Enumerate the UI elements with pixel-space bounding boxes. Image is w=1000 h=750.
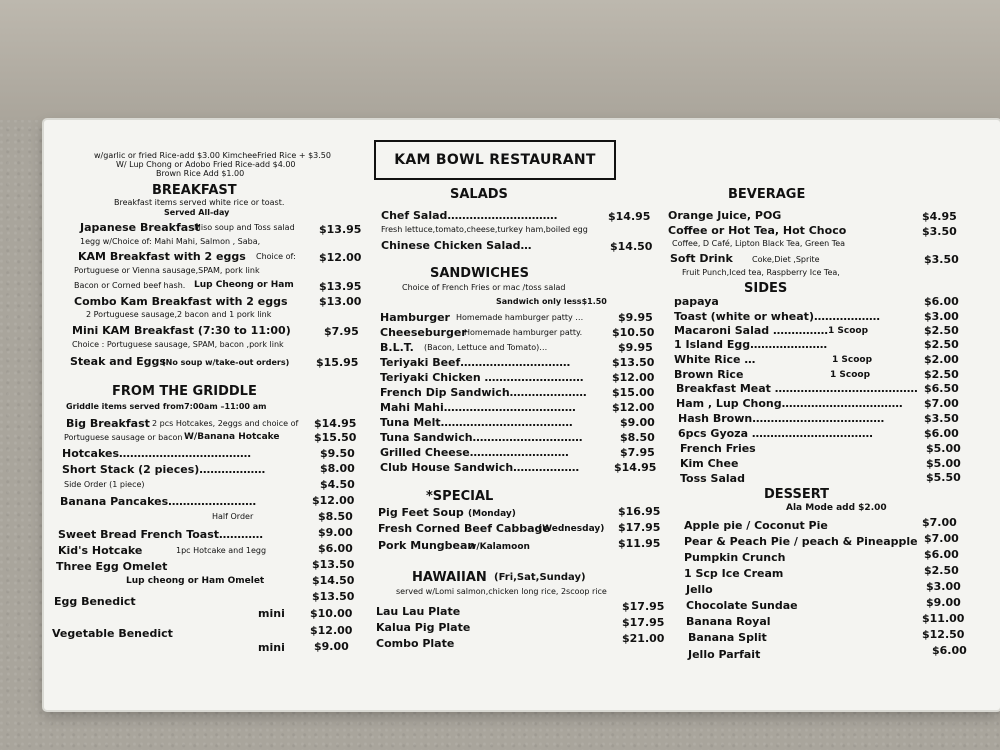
- item-chef-desc: Fresh lettuce,tomato,cheese,turkey ham,boiled egg: [381, 225, 588, 234]
- price-toast: $3.00: [924, 310, 959, 323]
- item-pork-mungbean-desc: w/Kalamoon: [468, 542, 530, 552]
- price-mini-kam: $7.95: [324, 325, 359, 338]
- item-white-rice-note: 1 Scoop: [832, 355, 873, 365]
- item-cheeseburger: Cheeseburger: [380, 326, 467, 339]
- price-combo-plate: $21.00: [622, 632, 665, 645]
- price-sweet-bread: $9.00: [318, 526, 353, 539]
- price-kim-chee: $5.00: [926, 457, 961, 470]
- item-half-order: Half Order: [212, 512, 254, 521]
- price-hotcakes: $9.50: [320, 447, 355, 460]
- price-jello: $3.00: [926, 580, 961, 593]
- rice-note-3: Brown Rice Add $1.00: [156, 169, 245, 178]
- price-side-order: $4.50: [320, 478, 355, 491]
- price-steak: $15.95: [316, 356, 359, 369]
- item-three-egg-omelet: Three Egg Omelet: [56, 560, 168, 573]
- item-vegetable-benedict: Vegetable Benedict: [52, 627, 173, 640]
- item-tuna-sandwich: Tuna Sandwich…………………………: [380, 431, 583, 444]
- item-kam-choice: Choice of:: [256, 252, 296, 261]
- price-tuna-melt: $9.00: [620, 416, 655, 429]
- price-chocolate-sundae: $9.00: [926, 596, 961, 609]
- price-combo-kam: $13.00: [319, 295, 362, 308]
- item-kam-desc-2b: Lup Cheong or Ham: [194, 280, 294, 290]
- price-lup-omelet: $14.50: [312, 574, 355, 587]
- price-benedict-mini: $10.00: [310, 607, 353, 620]
- price-cheeseburger: $10.50: [612, 326, 655, 339]
- price-kalua-pig: $17.95: [622, 616, 665, 629]
- item-hotcakes: Hotcakes………………………………: [62, 447, 251, 460]
- item-gyoza: 6pcs Gyoza ……………………………: [678, 427, 873, 440]
- price-french-dip: $15.00: [612, 386, 655, 399]
- price-kam: $12.00: [319, 251, 362, 264]
- item-soft-drink: Soft Drink: [670, 252, 733, 265]
- item-banana-pancakes: Banana Pancakes……………………: [60, 495, 257, 508]
- price-island-egg: $2.50: [924, 338, 959, 351]
- item-corned-beef: Fresh Corned Beef Cabbage: [378, 522, 550, 535]
- beverage-heading: BEVERAGE: [728, 187, 806, 202]
- item-steak-eggs: Steak and Eggs: [70, 355, 166, 368]
- price-banana-royal: $11.00: [922, 612, 965, 625]
- price-half-order: $8.50: [318, 510, 353, 523]
- sides-heading: SIDES: [744, 281, 788, 296]
- price-macaroni-salad: $2.50: [924, 324, 959, 337]
- price-coffee-tea: $3.50: [922, 225, 957, 238]
- item-kam-desc-1: Portuguese or Vienna sausage,SPAM, pork link: [74, 266, 260, 275]
- price-corned-beef: $17.95: [618, 521, 661, 534]
- price-pork-mungbean: $11.95: [618, 537, 661, 550]
- price-apple-pie: $7.00: [922, 516, 957, 529]
- price-chinese-chicken: $14.50: [610, 240, 653, 253]
- price-banana-split: $12.50: [922, 628, 965, 641]
- item-pumpkin-crunch: Pumpkin Crunch: [684, 551, 786, 564]
- item-combo-plate: Combo Plate: [376, 637, 455, 650]
- item-chocolate-sundae: Chocolate Sundae: [686, 599, 798, 612]
- item-banana-split: Banana Split: [688, 631, 767, 644]
- price-egg-benedict: $13.50: [312, 590, 355, 603]
- item-pig-feet-soup: Pig Feet Soup: [378, 506, 464, 519]
- breakfast-sub-1: Breakfast items served white rice or toast.: [114, 198, 285, 207]
- item-apple-pie: Apple pie / Coconut Pie: [684, 519, 828, 532]
- item-chef-salad: Chef Salad…………………………: [381, 209, 558, 222]
- item-big-desc: 2 pcs Hotcakes, 2eggs and choice of: [152, 419, 299, 428]
- item-teriyaki-chicken: Teriyaki Chicken ………………………: [380, 371, 584, 384]
- price-white-rice: $2.00: [924, 353, 959, 366]
- item-benedict-mini: mini: [258, 607, 285, 620]
- item-japanese-choice: 1egg w/Choice of: Mahi Mahi, Salmon , Saba,: [80, 237, 261, 246]
- item-macaroni-note: 1 Scoop: [828, 326, 869, 336]
- item-coffee-tea: Coffee or Hot Tea, Hot Choco: [668, 224, 847, 237]
- item-veg-mini: mini: [258, 641, 285, 654]
- item-club-house: Club House Sandwich………………: [380, 461, 580, 474]
- item-big-desc-2: Portuguese sausage or bacon: [64, 433, 183, 442]
- item-mini-kam: Mini KAM Breakfast (7:30 to 11:00): [72, 324, 291, 337]
- sandwiches-sub-2: Sandwich only less$1.50: [496, 297, 607, 306]
- price-hash-brown: $3.50: [924, 412, 959, 425]
- price-club-house: $14.95: [614, 461, 657, 474]
- item-side-order: Side Order (1 piece): [64, 480, 145, 489]
- item-blt: B.L.T.: [380, 341, 414, 354]
- price-pear-peach-pie: $7.00: [924, 532, 959, 545]
- price-short-stack: $8.00: [320, 462, 355, 475]
- griddle-heading: FROM THE GRIDDLE: [112, 384, 257, 399]
- special-heading: *SPECIAL: [426, 489, 494, 504]
- item-toss-salad: Toss Salad: [680, 472, 745, 485]
- item-white-rice: White Rice …: [674, 353, 756, 366]
- menu-sheet: [44, 120, 1000, 710]
- item-teriyaki-beef: Teriyaki Beef…………………………: [380, 356, 571, 369]
- price-mahi-mahi: $12.00: [612, 401, 655, 414]
- item-hamburger: Hamburger: [380, 311, 450, 324]
- price-toss-salad: $5.50: [926, 471, 961, 484]
- item-short-stack: Short Stack (2 pieces)………………: [62, 463, 266, 476]
- item-japanese-breakfast: Japanese Breakfast: [80, 221, 200, 234]
- price-jello-parfait: $6.00: [932, 644, 967, 657]
- rice-note-1: w/garlic or fried Rice-add $3.00 KimcheeFried Rice + $3.50: [94, 151, 331, 160]
- price-hamburger: $9.95: [618, 311, 653, 324]
- page-title: KAM BOWL RESTAURANT: [394, 152, 596, 168]
- item-soft-drink-desc: Coke,Diet ,Sprite: [752, 255, 820, 264]
- item-sweet-bread: Sweet Bread French Toast…………: [58, 528, 264, 541]
- item-macaroni-salad: Macaroni Salad ……………: [674, 324, 828, 337]
- sandwiches-heading: SANDWICHES: [430, 266, 529, 281]
- item-chinese-chicken-salad: Chinese Chicken Salad…: [381, 239, 532, 252]
- price-chef-salad: $14.95: [608, 210, 651, 223]
- countertop-background: [0, 0, 1000, 120]
- item-kam-breakfast: KAM Breakfast with 2 eggs: [78, 250, 246, 263]
- price-brown-rice: $2.50: [924, 368, 959, 381]
- item-corned-beef-day: (Wednesday): [538, 524, 605, 534]
- item-blt-desc: (Bacon, Lettuce and Tomato)…: [424, 343, 548, 352]
- item-tuna-melt: Tuna Melt………………………………: [380, 416, 573, 429]
- dessert-heading: DESSERT: [764, 487, 829, 502]
- item-french-dip: French Dip Sandwich…………………: [380, 386, 587, 399]
- item-ham-lup-chong: Ham , Lup Chong……………………………: [676, 397, 903, 410]
- item-kids-hotcake: Kid's Hotcake: [58, 544, 143, 557]
- hawaiian-sub: served w/Lomi salmon,chicken long rice, 2scoop rice: [396, 587, 607, 596]
- item-kalua-pig: Kalua Pig Plate: [376, 621, 471, 634]
- hawaiian-heading: HAWAIIAN: [412, 570, 487, 585]
- item-toast: Toast (white or wheat)………………: [674, 310, 880, 323]
- price-japanese: $13.95: [319, 223, 362, 236]
- item-hamburger-desc: Homemade hamburger patty …: [456, 313, 584, 322]
- price-kam-2: $13.95: [319, 280, 362, 293]
- price-veg-mini: $9.00: [314, 640, 349, 653]
- price-banana-pancakes: $12.00: [312, 494, 355, 507]
- price-breakfast-meat: $6.50: [924, 382, 959, 395]
- price-gyoza: $6.00: [924, 427, 959, 440]
- item-orange-juice: Orange Juice, POG: [668, 209, 782, 222]
- item-kim-chee: Kim Chee: [680, 457, 739, 470]
- rice-note-2: W/ Lup Chong or Adobo Fried Rice-add $4.00: [116, 160, 296, 169]
- griddle-sub: Griddle items served from7:00am –11:00 am: [66, 402, 267, 411]
- dessert-alamode: Ala Mode add $2.00: [786, 503, 887, 513]
- item-combo-kam: Combo Kam Breakfast with 2 eggs: [74, 295, 288, 308]
- item-breakfast-meat: Breakfast Meat …………………………………: [676, 382, 918, 395]
- price-kids-hotcake: $6.00: [318, 542, 353, 555]
- item-jello-parfait: Jello Parfait: [688, 648, 761, 661]
- price-grilled-cheese: $7.95: [620, 446, 655, 459]
- item-grilled-cheese: Grilled Cheese………………………: [380, 446, 569, 459]
- item-big-breakfast: Big Breakfast: [66, 417, 150, 430]
- item-coffee-desc: Coffee, D Café, Lipton Black Tea, Green Tea: [672, 239, 846, 248]
- salads-heading: SALADS: [450, 187, 508, 202]
- item-pork-mungbean: Pork Mungbean: [378, 539, 476, 552]
- item-brown-rice: Brown Rice: [674, 368, 744, 381]
- sandwiches-sub: Choice of French Fries or mac /toss salad: [402, 283, 566, 292]
- item-brown-rice-note: 1 Scoop: [830, 370, 871, 380]
- price-blt: $9.95: [618, 341, 653, 354]
- price-big-2: $15.50: [314, 431, 357, 444]
- price-pumpkin-crunch: $6.00: [924, 548, 959, 561]
- item-jello: Jello: [686, 583, 713, 596]
- item-french-fries: French Fries: [680, 442, 756, 455]
- price-ice-cream: $2.50: [924, 564, 959, 577]
- item-hash-brown: Hash Brown………………………………: [678, 412, 885, 425]
- price-ham-lup-chong: $7.00: [924, 397, 959, 410]
- item-banana-royal: Banana Royal: [686, 615, 771, 628]
- price-big: $14.95: [314, 417, 357, 430]
- item-combo-desc: 2 Portuguese sausage,2 bacon and 1 pork link: [86, 310, 272, 319]
- item-big-banana: W/Banana Hotcake: [184, 432, 280, 442]
- price-orange-juice: $4.95: [922, 210, 957, 223]
- item-pear-peach-pie: Pear & Peach Pie / peach & Pineapple: [684, 535, 918, 548]
- price-soft-drink: $3.50: [924, 253, 959, 266]
- breakfast-sub-2: Served All-day: [164, 208, 230, 217]
- price-vegetable-benedict: $12.00: [310, 624, 353, 637]
- price-pig-feet: $16.95: [618, 505, 661, 518]
- item-mini-desc: Choice : Portuguese sausage, SPAM, bacon ,pork link: [72, 340, 284, 349]
- price-teriyaki-beef: $13.50: [612, 356, 655, 369]
- item-papaya: papaya: [674, 295, 719, 308]
- item-mahi-mahi: Mahi Mahi………………………………: [380, 401, 576, 414]
- item-ice-cream: 1 Scp Ice Cream: [684, 567, 784, 580]
- price-papaya: $6.00: [924, 295, 959, 308]
- item-steak-note: (No soup w/take-out orders): [162, 358, 290, 367]
- price-tuna-sandwich: $8.50: [620, 431, 655, 444]
- hawaiian-days: (Fri,Sat,Sunday): [494, 572, 586, 583]
- price-french-fries: $5.00: [926, 442, 961, 455]
- item-island-egg: 1 Island Egg…………………: [674, 338, 828, 351]
- item-lup-omelet: Lup cheong or Ham Omelet: [126, 576, 265, 586]
- item-kam-desc-2: Bacon or Corned beef hash.: [74, 281, 186, 290]
- item-kids-desc: 1pc Hotcake and 1egg: [176, 546, 267, 555]
- price-teriyaki-chicken: $12.00: [612, 371, 655, 384]
- title-box: [374, 140, 616, 180]
- item-cheeseburger-desc: Homemade hamburger patty.: [464, 328, 583, 337]
- item-soft-drink-desc-2: Fruit Punch,Iced tea, Raspberry Ice Tea,: [682, 268, 840, 277]
- breakfast-heading: BREAKFAST: [152, 183, 237, 198]
- item-japanese-desc: Miso soup and Toss salad: [194, 223, 295, 232]
- price-lau-lau: $17.95: [622, 600, 665, 613]
- item-pig-feet-day: (Monday): [468, 509, 516, 519]
- price-three-egg: $13.50: [312, 558, 355, 571]
- item-egg-benedict: Egg Benedict: [54, 595, 136, 608]
- item-lau-lau: Lau Lau Plate: [376, 605, 461, 618]
